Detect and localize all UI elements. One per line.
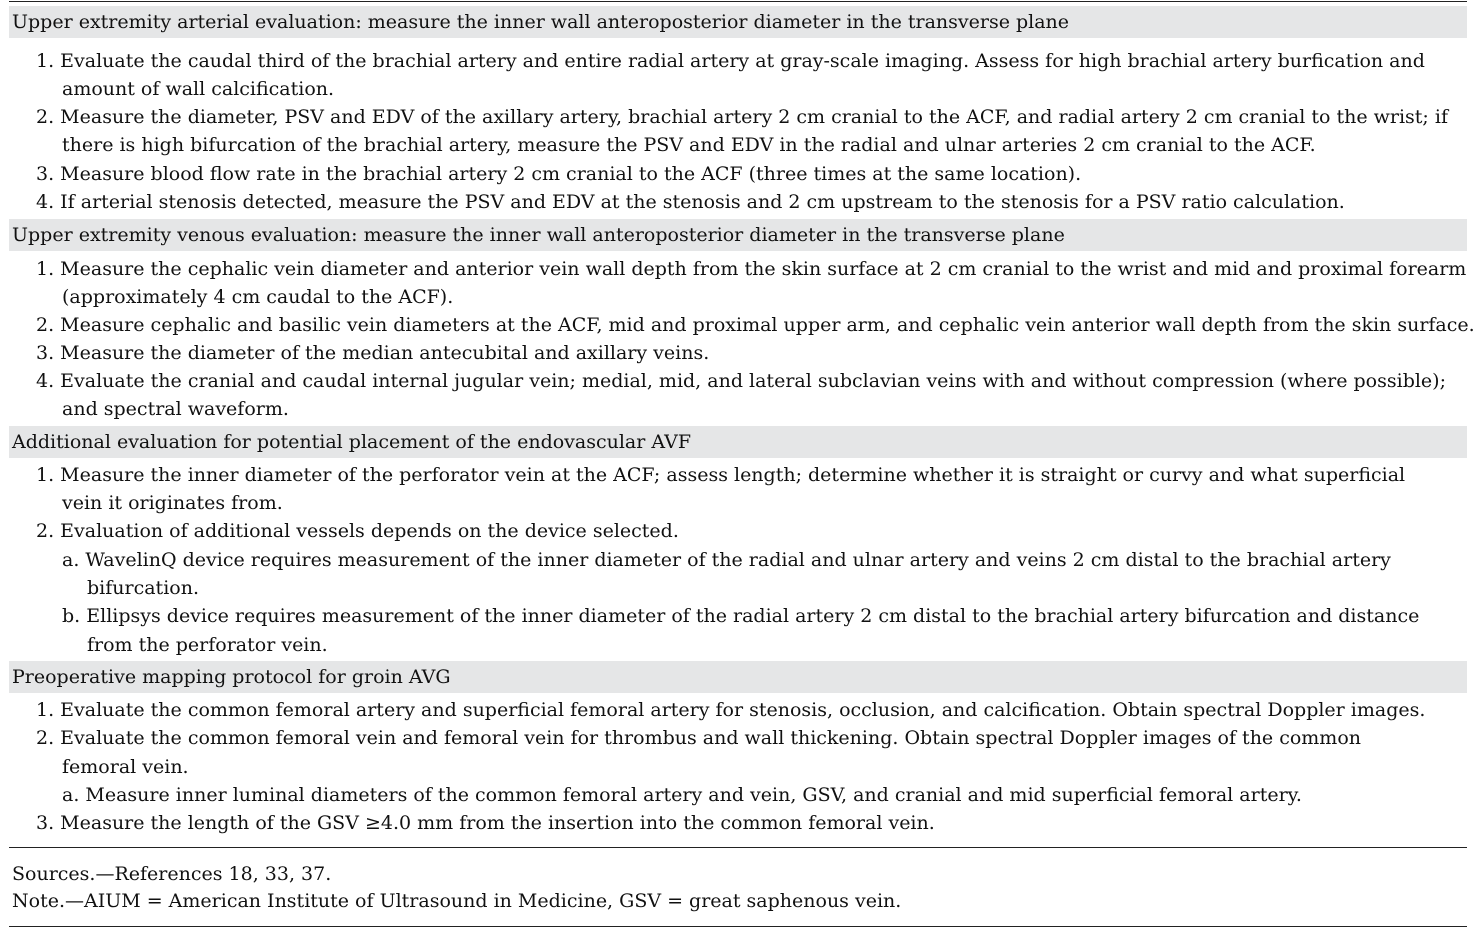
sub-list-item-continuation: from the perforator vein. [87,634,328,656]
list-item: 2. Measure cephalic and basilic vein diameters at the ACF, mid and proximal upper arm, and cephalic vein anterior wall depth from the skin surface. [36,314,1475,336]
sub-list-item-continuation: bifurcation. [87,577,199,599]
list-item: 1. Evaluate the caudal third of the brachial artery and entire radial artery at gray-scale imaging. Assess for high brachial artery burfication and [36,50,1425,72]
sub-list-item: a. Measure inner luminal diameters of the common femoral artery and vein, GSV, and cranial and mid superficial femoral artery. [62,784,1302,806]
list-item: 4. Evaluate the cranial and caudal internal jugular vein; medial, mid, and lateral subclavian veins with and without compression (where possible); [36,370,1446,392]
section-heading-groin-avg: Preoperative mapping protocol for groin AVG [9,661,1467,693]
list-item: 1. Measure the inner diameter of the perforator vein at the ACF; assess length; determine whether it is straight or curvy and what superficial [36,464,1406,486]
list-item: 1. Measure the cephalic vein diameter and anterior vein wall depth from the skin surface at 2 cm cranial to the wrist and mid and proximal forearm [36,258,1467,280]
table-top-rule [9,1,1467,2]
sub-list-item: a. WavelinQ device requires measurement of the inner diameter of the radial and ulnar artery and veins 2 cm distal to the brachial artery [62,549,1391,571]
list-item: 4. If arterial stenosis detected, measure the PSV and EDV at the stenosis and 2 cm upstream to the stenosis for a PSV ratio calculation. [36,191,1345,213]
section-heading-arterial: Upper extremity arterial evaluation: measure the inner wall anteroposterior diameter in the transverse plane [9,6,1467,38]
list-item: 2. Evaluate the common femoral vein and femoral vein for thrombus and wall thickening. Obtain spectral Doppler images of the common [36,727,1361,749]
list-item-continuation: (approximately 4 cm caudal to the ACF). [62,286,454,308]
list-item-continuation: amount of wall calcification. [62,78,335,100]
list-item: 2. Evaluation of additional vessels depends on the device selected. [36,520,679,542]
section-heading-endovascular-avf: Additional evaluation for potential placement of the endovascular AVF [9,426,1467,458]
table-notes-rule [9,847,1467,848]
list-item-continuation: vein it originates from. [62,492,283,514]
list-item: 3. Measure blood flow rate in the brachial artery 2 cm cranial to the ACF (three times at the same location). [36,163,1082,185]
list-item-continuation: there is high bifurcation of the brachial artery, measure the PSV and EDV in the radial and ulnar arteries 2 cm cranial to the ACF. [62,134,1316,156]
section-heading-venous: Upper extremity venous evaluation: measure the inner wall anteroposterior diameter in the transverse plane [9,219,1467,251]
list-item: 3. Measure the diameter of the median antecubital and axillary veins. [36,342,710,364]
list-item: 1. Evaluate the common femoral artery and superficial femoral artery for stenosis, occlusion, and calcification. Obtain spectral Doppler images. [36,699,1426,721]
list-item: 3. Measure the length of the GSV ≥4.0 mm from the insertion into the common femoral vein. [36,812,935,834]
table-note: Note.—AIUM = American Institute of Ultrasound in Medicine, GSV = great saphenous vein. [12,890,902,912]
sub-list-item: b. Ellipsys device requires measurement of the inner diameter of the radial artery 2 cm distal to the brachial artery bifurcation and distance [62,605,1420,627]
list-item-continuation: and spectral waveform. [62,398,289,420]
table-sources: Sources.—References 18, 33, 37. [12,863,332,885]
list-item-continuation: femoral vein. [62,756,189,778]
table-bottom-rule [9,926,1467,927]
list-item: 2. Measure the diameter, PSV and EDV of the axillary artery, brachial artery 2 cm cranial to the ACF, and radial artery 2 cm cranial to the wrist; if [36,106,1448,128]
